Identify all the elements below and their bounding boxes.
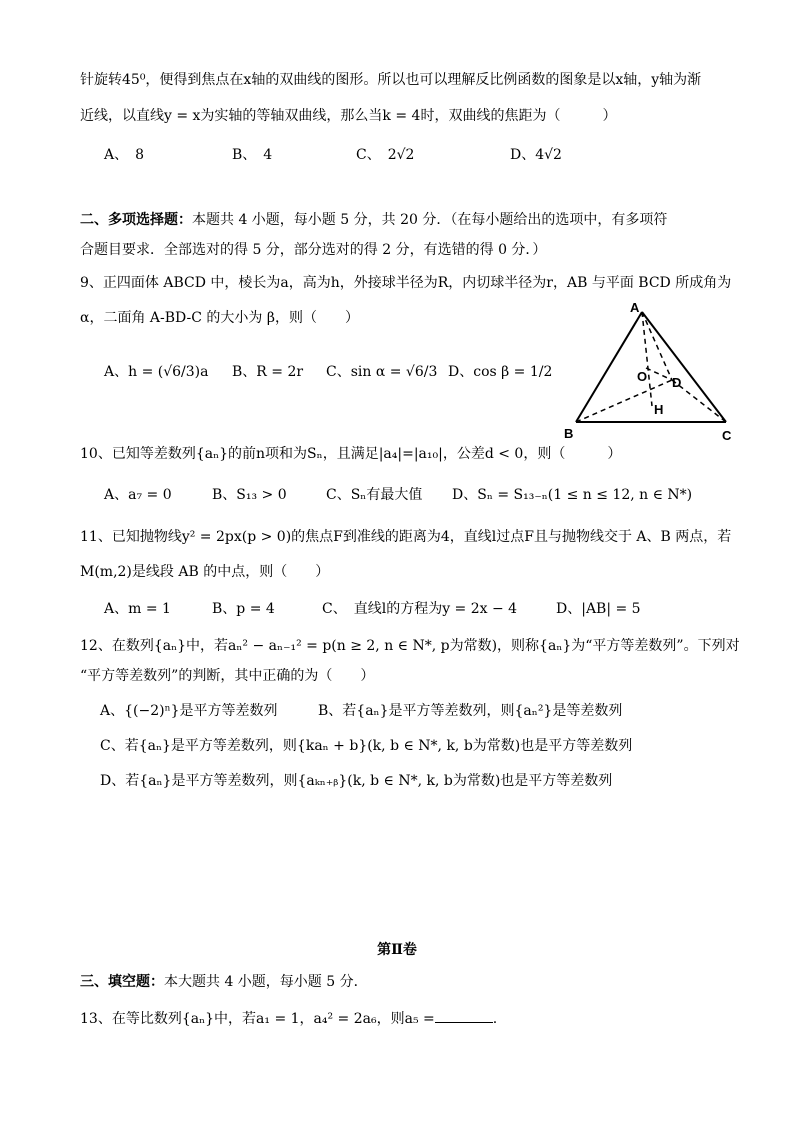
- edge-ab: [576, 312, 642, 422]
- q10-option-b: B、S₁₃ > 0: [212, 487, 287, 503]
- q9-option-b: B、R = 2r: [232, 364, 304, 380]
- q12-text-line1: 12、在数列{aₙ}中，若aₙ² − aₙ₋₁² = p(n ≥ 2, n ∈ N*, p为常数)，则称{aₙ}为“平方等差数列”。下列对: [80, 638, 740, 654]
- label-o: O: [637, 369, 648, 384]
- label-d: D: [672, 375, 682, 390]
- q9-text-line2: α，二面角 A-BD-C 的大小为 β，则（ ）: [80, 310, 359, 326]
- q8-text-line2: 近线，以直线y = x为实轴的等轴双曲线，那么当k = 4时，双曲线的焦距为（ ）: [80, 108, 617, 124]
- q11-option-d: D、|AB| = 5: [556, 601, 641, 617]
- q12-option-a: A、{(−2)ⁿ}是平方等差数列: [100, 703, 278, 719]
- label-c: C: [722, 428, 732, 443]
- q12-option-d: D、若{aₙ}是平方等差数列，则{aₖₙ₊ᵦ}(k, b ∈ N*, k, b为常数)也是平方等差数列: [100, 773, 613, 789]
- label-h: H: [654, 402, 664, 417]
- q12-text-line2: “平方等差数列”的判断，其中正确的为（ ）: [80, 668, 375, 684]
- q13-answer-blank[interactable]: [435, 1008, 493, 1023]
- part2-title: 第Ⅱ卷: [377, 942, 417, 958]
- section2-desc1: 本题共 4 小题，每小题 5 分，共 20 分．（在每小题给出的选项中，有多项符: [192, 212, 668, 228]
- q13-end: .: [492, 1011, 498, 1027]
- q12-option-b: B、若{aₙ}是平方等差数列，则{aₙ²}是等差数列: [318, 703, 623, 719]
- q9-option-a: A、h = (√6/3)a: [104, 364, 209, 380]
- section2-heading-line1: [80, 210, 667, 230]
- q8-option-a: A、 8: [104, 147, 145, 163]
- q8-option-b: B、 4: [232, 147, 273, 163]
- q9-option-d: D、cos β = 1/2: [448, 364, 553, 380]
- q11-option-a: A、m = 1: [104, 601, 171, 617]
- tetrahedron-figure: [560, 298, 750, 448]
- q11-option-c: C、 直线l的方程为y = 2x − 4: [322, 601, 518, 617]
- q13-line: [80, 1008, 497, 1029]
- q11-option-b: B、p = 4: [212, 601, 275, 617]
- q8-option-c: C、 2√2: [356, 147, 415, 163]
- label-a: A: [630, 300, 640, 315]
- section3-heading: 三、填空题：: [80, 974, 164, 990]
- section2-desc2: 合题目要求．全部选对的得 5 分，部分选对的得 2 分，有选错的得 0 分．）: [80, 242, 547, 258]
- section2-heading: 二、多项选择题：: [80, 212, 192, 228]
- q13-text: 13、在等比数列{aₙ}中，若a₁ = 1，a₄² = 2a₆，则a₅ =: [80, 1011, 435, 1027]
- q10-text-line1: 10、已知等差数列{aₙ}的前n项和为Sₙ，且满足|a₄|=|a₁₀|，公差d < 0，则（ ）: [80, 446, 622, 462]
- q11-text-line1: 11、已知抛物线y² = 2px(p > 0)的焦点F到准线的距离为4，直线l过点F且与抛物线交于 A、B 两点，若: [80, 529, 732, 545]
- q10-option-c: C、Sₙ有最大值: [326, 487, 423, 503]
- section3-heading-line: [80, 972, 368, 992]
- q10-option-a: A、a₇ = 0: [104, 487, 172, 503]
- q10-option-d: D、Sₙ = S₁₃₋ₙ(1 ≤ n ≤ 12, n ∈ N*): [452, 487, 693, 503]
- q11-text-line2: M(m,2)是线段 AB 的中点，则（ ）: [80, 564, 330, 580]
- q9-option-c: C、sin α = √6/3: [326, 364, 438, 380]
- q8-option-d: D、4√2: [510, 147, 562, 163]
- q9-text-line1: 9、正四面体 ABCD 中，棱长为a，高为h，外接球半径为R，内切球半径为r，AB 与平面 BCD 所成角为: [80, 275, 732, 291]
- q12-option-c: C、若{aₙ}是平方等差数列，则{kaₙ + b}(k, b ∈ N*, k, b为常数)也是平方等差数列: [100, 738, 633, 754]
- label-b: B: [564, 426, 574, 441]
- q8-text-line1: 针旋转45⁰，便得到焦点在x轴的双曲线的图形。所以也可以理解反比例函数的图象是以x轴，y轴为渐: [80, 72, 702, 88]
- section3-desc: 本大题共 4 小题，每小题 5 分．: [164, 974, 368, 990]
